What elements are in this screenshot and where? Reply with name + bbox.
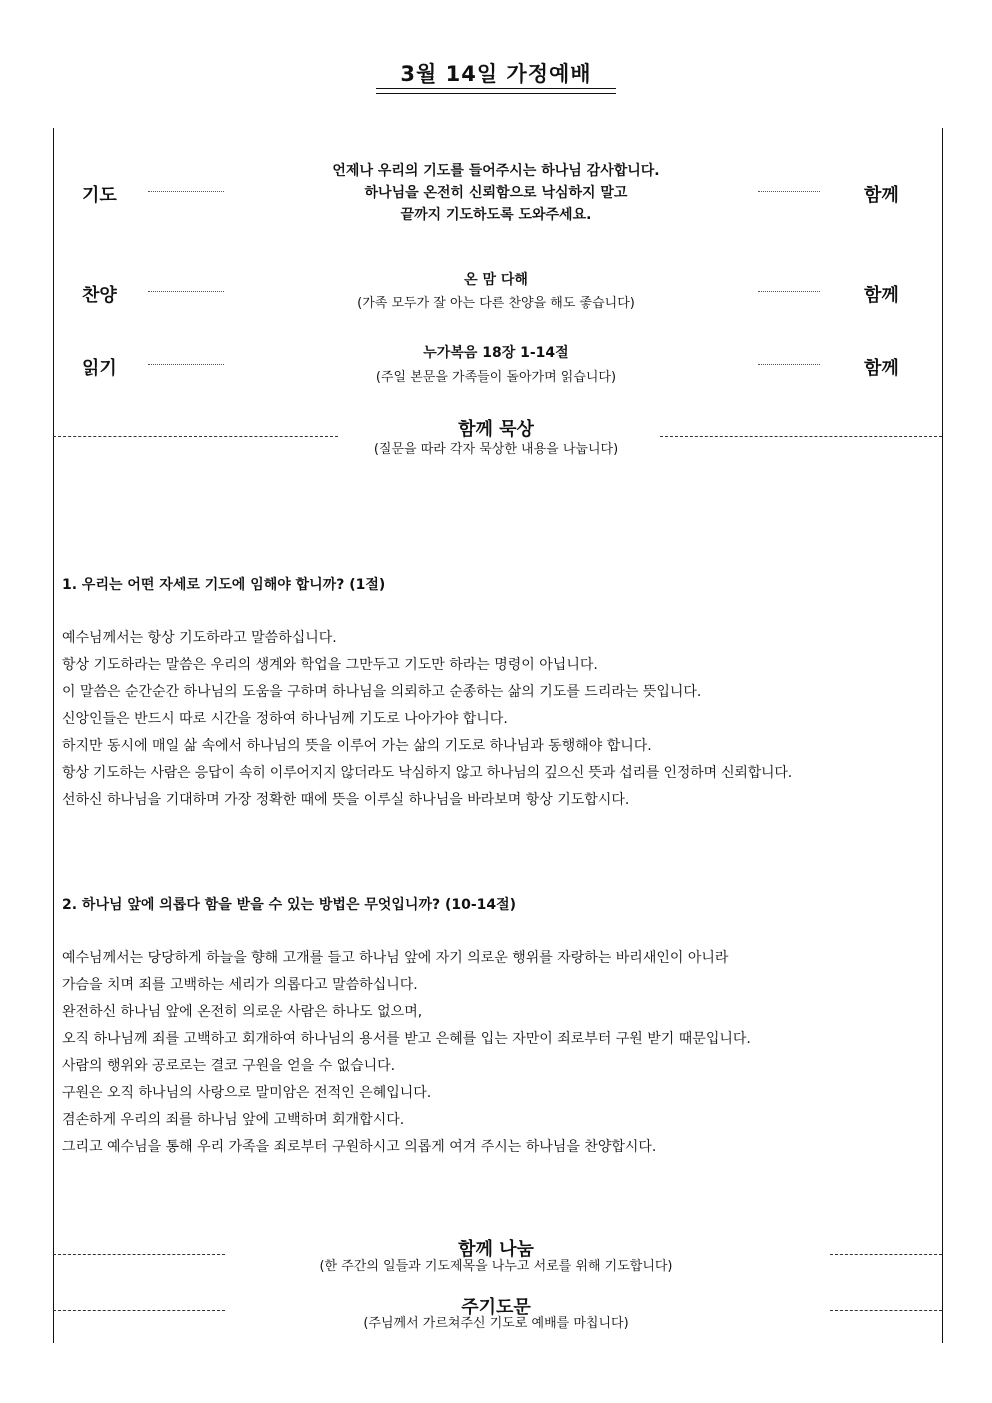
praise-label: 찬양 [82, 285, 117, 306]
reading-label: 읽기 [82, 358, 117, 379]
dashed-rule [660, 436, 942, 437]
answer-line: 그리고 예수님을 통해 우리 가족을 죄로부터 구원하시고 의롭게 여겨 주시는 하나님을 찬양합시다. [62, 1139, 657, 1155]
prayer-label: 기도 [82, 185, 117, 206]
answer-line: 하지만 동시에 매일 삶 속에서 하나님의 뜻을 이루어 가는 삶의 기도로 하나님과 동행해야 합니다. [62, 738, 652, 754]
leader-dots [148, 364, 224, 365]
prayer-together: 함께 [864, 185, 899, 206]
praise-together: 함께 [864, 285, 899, 306]
prayer-text [0, 160, 992, 226]
dashed-rule [830, 1310, 942, 1311]
dashed-rule [830, 1254, 942, 1255]
lords-prayer-title: 주기도문 [461, 1297, 531, 1318]
prayer-line: 하나님을 온전히 신뢰함으로 낙심하지 말고 [364, 185, 628, 201]
answer-line: 예수님께서는 항상 기도하라고 말씀하십니다. [62, 630, 337, 646]
answer-line: 사람의 행위와 공로로는 결코 구원을 얻을 수 없습니다. [62, 1058, 396, 1074]
answer-line: 신앙인들은 반드시 따로 시간을 정하여 하나님께 기도로 나아가야 합니다. [62, 711, 508, 727]
lords-prayer-note: (주님께서 가르쳐주신 기도로 예배를 마칩니다) [363, 1316, 629, 1331]
prayer-line: 끝까지 기도하도록 도와주세요. [400, 207, 592, 223]
reading-passage: 누가복음 18장 1-14절 [423, 345, 569, 361]
leader-dots [758, 191, 820, 192]
meditation-note: (질문을 따라 각자 묵상한 내용을 나눕니다) [373, 442, 619, 457]
answer-line: 항상 기도하라는 말씀은 우리의 생계와 학업을 그만두고 기도만 하라는 명령이 아닙니다. [62, 657, 598, 673]
sharing-title: 함께 나눔 [458, 1239, 534, 1260]
question-1: 1. 우리는 어떤 자세로 기도에 임해야 합니까? (1절) [62, 577, 386, 593]
answer-line: 예수님께서는 당당하게 하늘을 향해 고개를 들고 하나님 앞에 자기 의로운 행위를 자랑하는 바리새인이 아니라 [62, 950, 729, 966]
page-title: 3월 14일 가정예배 [400, 62, 592, 86]
praise-song: 온 맘 다해 [464, 272, 528, 288]
answer-line: 선하신 하나님을 기대하며 가장 정확한 때에 뜻을 이루실 하나님을 바라보며 항상 기도합시다. [62, 792, 630, 808]
sharing-note: (한 주간의 일들과 기도제목을 나누고 서로를 위해 기도합니다) [319, 1259, 673, 1274]
reading-together: 함께 [864, 358, 899, 379]
title-underline [376, 88, 616, 89]
answer-line: 완전하신 하나님 앞에 온전히 의로운 사람은 하나도 없으며, [62, 1004, 423, 1020]
question-2: 2. 하나님 앞에 의롭다 함을 받을 수 있는 방법은 무엇입니까? (10-14절) [62, 897, 517, 913]
title-underline-double [376, 93, 616, 94]
answer-line: 가슴을 치며 죄를 고백하는 세리가 의롭다고 말씀하십니다. [62, 977, 418, 993]
answer-line: 겸손하게 우리의 죄를 하나님 앞에 고백하며 회개합시다. [62, 1112, 405, 1128]
leader-dots [758, 364, 820, 365]
answer-line: 항상 기도하는 사람은 응답이 속히 이루어지지 않더라도 낙심하지 않고 하나님의 깊으신 뜻과 섭리를 인정하며 신뢰합니다. [62, 765, 792, 781]
praise-note: (가족 모두가 잘 아는 다른 찬양을 해도 좋습니다) [357, 296, 635, 311]
answer-line: 구원은 오직 하나님의 사랑으로 말미암은 전적인 은혜입니다. [62, 1085, 432, 1101]
leader-dots [148, 291, 224, 292]
answer-line: 오직 하나님께 죄를 고백하고 회개하여 하나님의 용서를 받고 은혜를 입는 자만이 죄로부터 구원 받기 때문입니다. [62, 1031, 751, 1047]
leader-dots [758, 291, 820, 292]
reading-note: (주일 본문을 가족들이 돌아가며 읽습니다) [375, 370, 617, 385]
answer-line: 이 말씀은 순간순간 하나님의 도움을 구하며 하나님을 의뢰하고 순종하는 삶의 기도를 드리라는 뜻입니다. [62, 684, 702, 700]
prayer-line: 언제나 우리의 기도를 들어주시는 하나님 감사합니다. [332, 163, 660, 179]
meditation-title: 함께 묵상 [458, 419, 534, 440]
